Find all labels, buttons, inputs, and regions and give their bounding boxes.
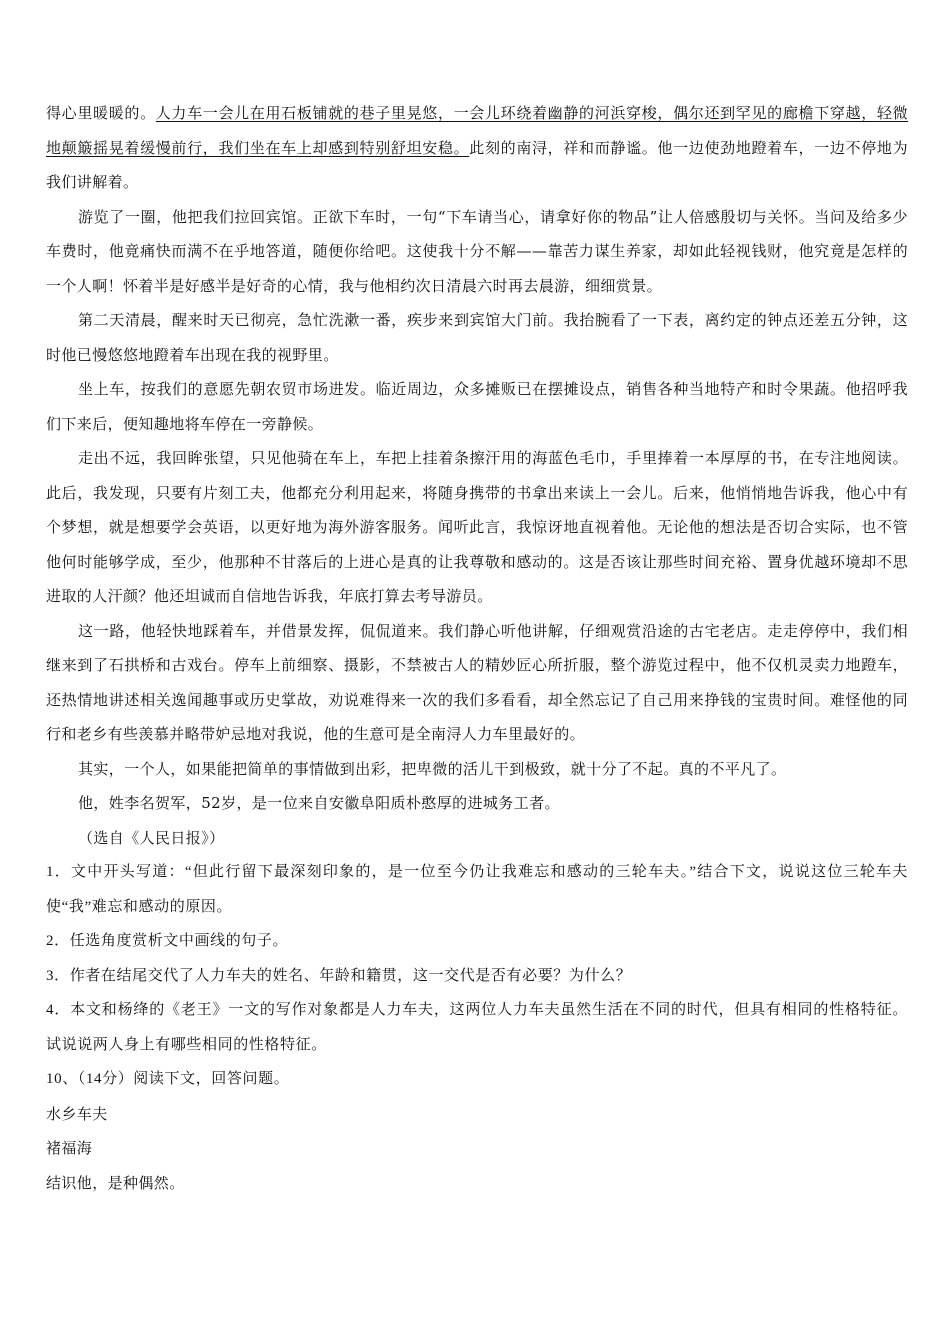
- paragraph-3: 第二天清晨，醒来时天已彻亮，急忙洗漱一番，疾步来到宾馆大门前。我抬腕看了一下表，离约定的钟点还差五分钟，这时他已慢悠悠地蹬着车出现在我的视野里。: [46, 311, 908, 364]
- article-author: 褚福海: [46, 1139, 93, 1157]
- paragraph-8: 他，姓李名贺军，52岁，是一位来自安徽阜阳质朴憨厚的进城务工者。: [78, 794, 560, 812]
- question-3: 3．作者在结尾交代了人力车夫的姓名、年龄和籍贯，这一交代是否有必要？为什么？: [46, 967, 632, 984]
- paragraph-5: 走出不远，我回眸张望，只见他骑在车上，车把上挂着条擦汗用的海蓝色毛巾，手里捧着一本厚厚的书，在专注地阅读。此后，我发现，只要有片刻工夫，他都充分利用起来，将随身携带的书拿出来读上一会儿。后来，他悄悄地告诉我，他心中有个梦想，就是想要学会英语，以更好地为海外游客服务。闻听此言，我惊讶地直视着他。无论他的想法是否切合实际，也不管他何时能够学成，至少，他那种不甘落后的上进心是真的让我尊敬和感动的。这是否该让那些时间充裕、置身优越环境却不思进取的人汗颜？他还坦诚而自信地告诉我，年底打算去考导游员。: [46, 449, 908, 605]
- article-title: 水乡车夫: [46, 1104, 108, 1123]
- section-10-heading: 10、（14分）阅读下文，回答问题。: [46, 1071, 290, 1087]
- paragraph-1: [46, 96, 908, 200]
- question-1: 1．文中开头写道：“但此行留下最深刻印象的，是一位至今仍让我难忘和感动的三轮车夫。”结合下文，说说这位三轮车夫使“我”难忘和感动的原因。: [46, 864, 908, 915]
- question-4: 4．本文和杨绛的《老王》一文的写作对象都是人力车夫，这两位人力车夫虽然生活在不同的时代，但具有相同的性格特征。试说说两人身上有哪些相同的性格特征。: [46, 1002, 908, 1053]
- paragraph-2: 游览了一圈，他把我们拉回宾馆。正欲下车时，一句“下车请当心，请拿好你的物品”让人倍感殷切与关怀。当问及给多少车费时，他竟痛快而满不在乎地答道，随便你给吧。这使我十分不解——靠苦力谋生养家，却如此轻视钱财，他究竟是怎样的一个人啊！怀着半是好感半是好奇的心情，我与他相约次日清晨六时再去晨游，细细赏景。: [46, 207, 908, 295]
- paragraph-4: 坐上车，按我们的意愿先朝农贸市场进发。临近周边，众多摊贩已在摆摊设点，销售各种当地特产和时令果蔬。他招呼我们下来后，便知趣地将车停在一旁静候。: [46, 380, 908, 433]
- paragraph-1-lead: 得心里暖暖的。: [46, 104, 156, 122]
- article-first-line: 结识他，是种偶然。: [46, 1173, 185, 1192]
- question-2: 2．任选角度赏析文中画线的句子。: [46, 933, 289, 949]
- paragraph-7: 其实，一个人，如果能把简单的事情做到出彩，把卑微的活儿干到极致，就十分了不起。真的不平凡了。: [78, 759, 787, 778]
- paragraph-1-tail: 此刻的南浔，祥和而静谧。他一边使劲地蹬着车，一边不停地为我们讲解着。: [46, 138, 908, 191]
- document-body: [46, 96, 908, 1200]
- source-citation: （选自《人民日报》）: [78, 828, 225, 847]
- underlined-sentence: 人力车一会儿在用石板铺就的巷子里晃悠，一会儿环绕着幽静的河浜穿梭，偶尔还到罕见的廊檐下穿越，轻微地颠簸摇晃着缓慢前行，我们坐在车上却感到特别舒坦安稳。: [46, 104, 908, 157]
- paragraph-6: 这一路，他轻快地踩着车，并借景发挥，侃侃道来。我们静心听他讲解，仔细观赏沿途的古宅老店。走走停停中，我们相继来到了石拱桥和古戏台。停车上前细察、摄影，不禁被古人的精妙匠心所折服，整个游览过程中，他不仅机灵卖力地蹬车，还热情地讲述相关逸闻趣事或历史掌故，劝说难得来一次的我们多看看，却全然忘记了自己用来挣钱的宝贵时间。难怪他的同行和老乡有些羡慕并略带妒忌地对我说，他的生意可是全南浔人力车里最好的。: [46, 621, 908, 743]
